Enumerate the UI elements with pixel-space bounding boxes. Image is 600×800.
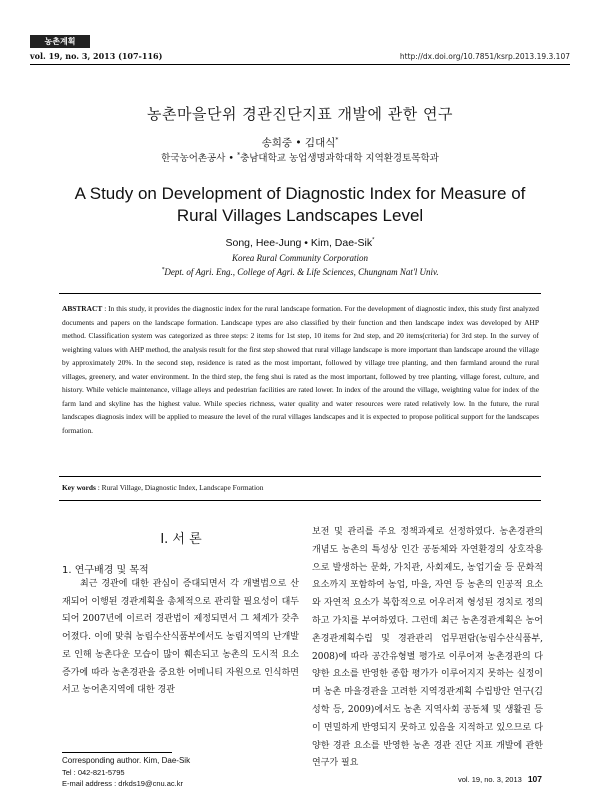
page-footer (458, 774, 542, 784)
right-column-text: 보전 및 관리를 주요 정책과제로 선정하였다. 농촌경관의 개념도 농촌의 특성상 인간 공동체와 자연환경의 상호작용으로 발생하는 문화, 가치관, 사회제도, 농업기술 등 문화적 요소까지 포함하여 농업, 마을, 자연 등 농촌의 인공적 요소와 자연적 요소가 복합적으로 어우러져 형성된 경치로 정의하고 가치를 부여하였다. 그런데 최근 농촌경관계획은 농어촌경관계획수립 및 경관관리 업무편람(농림수산식품부, 2008)에 따라 공간유형별 평가로 이루어져 농촌경관의 다양한 요소를 반영한 종합 평가가 이루어지지 못하는 실정이며 농촌 마을경관을 고려한 지역경관계획 수립방안 연구(김성학 등, 2009)에서도 농촌 지역사회 공동체 및 생활권 등이 면밀하게 반영되지 못하고 있음을 지적하고 있으므로 다양한 경관 요소를 반영한 농촌 경관 진단 지표 개발에 관한 연구가 필요 (312, 527, 543, 769)
korean-affiliation-1: 한국농어촌공사 • (161, 153, 238, 164)
page-number: 107 (527, 774, 542, 784)
english-corporation: Korea Rural Community Corporation (232, 253, 368, 263)
korean-authors-mark: * (335, 136, 339, 144)
journal-logo: 농촌계획 (30, 35, 90, 48)
header-divider (30, 64, 570, 65)
english-dept-mark: * (161, 267, 165, 273)
footnote-corresponding: Corresponding author. Kim, Dae-Sik (62, 756, 191, 765)
keywords-bottom-rule (59, 500, 541, 501)
abstract-block (62, 302, 539, 437)
footnote-email[interactable]: E-mail address : drkds19@cnu.ac.kr (62, 779, 183, 788)
keywords-label: Key words (62, 483, 96, 492)
korean-title: 농촌마을단위 경관진단지표 개발에 관한 연구 (147, 105, 453, 123)
footer-volume: vol. 19, no. 3, 2013 (458, 775, 522, 784)
left-column-text: 최근 경관에 대한 관심이 증대되면서 각 개별법으로 산재되어 이행된 경관계획을 총체적으로 관리할 필요성이 대두되어 2007년에 이르러 경관법이 제정되면서 그 체계가 갖추어졌다. 이에 맞춰 농림수산식품부에서도 농림지역의 난개발로 인해 농촌다운 모습이 많이 훼손되고 농촌의 도시적 요소 증가에 따라 농촌경관을 중요한 어메니티 자원으로 인식하면서고 농어촌지역에 대한 경관 (62, 579, 299, 696)
subsection-heading: 1. 연구배경 및 목적 (62, 565, 149, 576)
english-authors-mark: * (372, 237, 375, 244)
footnote-rule (62, 752, 172, 753)
korean-affiliation (0, 150, 600, 164)
english-department (0, 267, 600, 277)
korean-authors (0, 135, 600, 150)
english-authors (0, 237, 600, 249)
abstract-text: : In this study, it provides the diagnostic index for the rural landscape formation. For the development of diagnostic index, this study first analyzed documents and papers on the landscape formation. Landscape types are also classified by their function and then landscape index was developed by AHP method. Classification system was categorized as three steps: 2 items for 1st step, 10 items for 2nd step, and 20 items(criteria) for 3rd step. In the survey of weighting values with AHP method, the analysis result for the first step showed that rural village landscape is more important than landscape around the village by approximately 20%. In the second step, residence is rated as the most important, followed by village tree planting, and then farmland around the rural villages, greenery, and water environment. In the third step, the feng shui is rated as the most important, followed by tree planting, village forest, culture, and history. While vehicle maintenance, village alleys and pedestrian facilities are rated lower. In index of the around the village, weighting value for index of the farm land and skyline has the highest value. While species richness, water quality and water resources were rated relatively low. In the future, the rural landscapes diagnosis index will be applied to measure the level of the rural villages landscapes and it is expected to propose political support for the landscapes formation. (62, 304, 539, 435)
korean-authors-names: 송희중 • 김대식 (261, 137, 336, 149)
keywords-block (62, 483, 263, 492)
footnote-tel: Tel : 042-821-5795 (62, 768, 125, 777)
english-authors-names: Song, Hee-Jung • Kim, Dae-Sik (225, 237, 373, 249)
abstract-top-rule (59, 293, 541, 294)
doi-link[interactable]: http://dx.doi.org/10.7851/ksrp.2013.19.3.107 (399, 52, 570, 61)
abstract-bottom-rule (59, 476, 541, 477)
korean-affiliation-mark: * (237, 151, 241, 159)
english-dept-text: Dept. of Agri. Eng., College of Agri. & Life Sciences, Chungnam Nat'l Univ. (164, 267, 439, 277)
korean-affiliation-2: 충남대학교 농업생명과학대학 지역환경토목학과 (240, 153, 439, 164)
volume-info: vol. 19, no. 3, 2013 (107-116) (30, 51, 163, 61)
english-title: A Study on Development of Diagnostic Index for Measure of Rural Villages Landscapes Level (74, 184, 526, 225)
section-heading: I. 서 론 (160, 532, 202, 547)
keywords-text: : Rural Village, Diagnostic Index, Landscape Formation (97, 483, 264, 492)
abstract-label: ABSTRACT (62, 304, 103, 313)
